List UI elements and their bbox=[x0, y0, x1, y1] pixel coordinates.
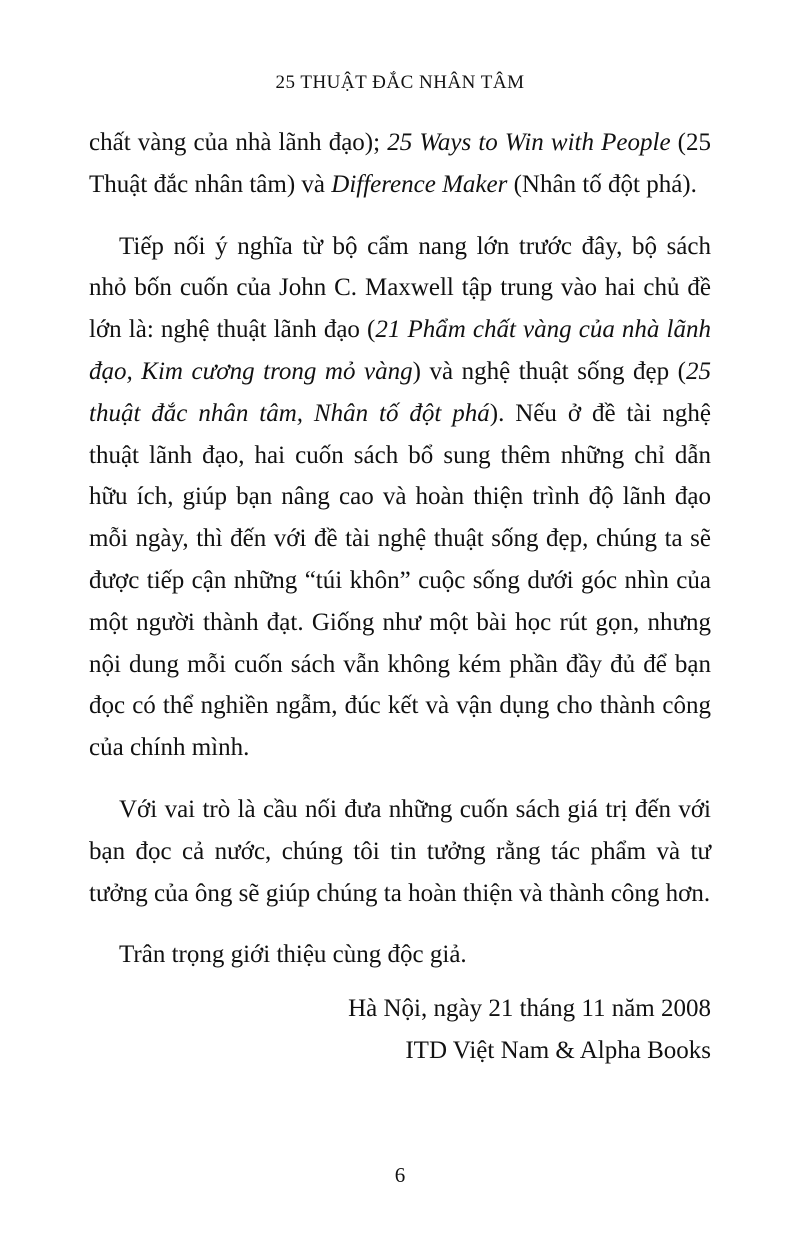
closing-line: Trân trọng giới thiệu cùng độc giả. bbox=[119, 941, 467, 969]
text-span: (25 Thuật đắc nhân tâm) và bbox=[89, 129, 712, 198]
book-titles-leadership: 21 Phẩm chất vàng của nhà lãnh đạo, Kim cương trong mỏ vàng bbox=[89, 316, 711, 385]
text-span: (Nhân tố đột phá). bbox=[507, 170, 697, 198]
text-span: chất vàng của nhà lãnh đạo); bbox=[89, 129, 388, 156]
page-number: 6 bbox=[394, 1163, 406, 1187]
paragraph-book-list bbox=[89, 122, 711, 206]
book-titles-living: 25 thuật đắc nhân tâm, Nhân tố đột phá bbox=[89, 357, 712, 427]
book-title: Difference Maker bbox=[331, 170, 508, 198]
paragraph-series-intro bbox=[89, 226, 711, 769]
publisher-signature: ITD Việt Nam & Alpha Books bbox=[405, 1036, 711, 1064]
paragraph-publisher-role: Với vai trò là cầu nối đưa những cuốn sách giá trị đến với bạn đọc cả nước, chúng tôi tin tưởng rằng tác phẩm và tư tưởng của ông sẽ giúp chúng ta hoàn thiện và thành công hơn. bbox=[89, 795, 711, 907]
text-span: Tiếp nối ý nghĩa từ bộ cẩm nang lớn trước đây, bộ sách nhỏ bốn cuốn của John C. Maxwell tập trung vào hai chủ đề lớn là: nghệ thuật lãnh đạo ( bbox=[89, 232, 711, 344]
text-span: ). Nếu ở đề tài nghệ thuật lãnh đạo, hai cuốn sách bổ sung thêm những chỉ dẫn hữu ích, giúp bạn nâng cao và hoàn thiện trình độ lãnh đạo mỗi ngày, thì đến với đề tài nghệ thuật sống đẹp, chúng ta sẽ được tiếp cận những “túi khôn” cuộc sống dưới góc nhìn của một người thành đạt. Giống như một bài học rút gọn, nhưng nội dung mỗi cuốn sách vẫn không kém phần đầy đủ để bạn đọc có thể nghiền ngẫm, đúc kết và vận dụng cho thành công của chính mình. bbox=[89, 399, 711, 762]
book-title: 25 Ways to Win with People bbox=[387, 129, 671, 156]
text-span: ) và nghệ thuật sống đẹp ( bbox=[412, 357, 687, 385]
place-date: Hà Nội, ngày 21 tháng 11 năm 2008 bbox=[348, 995, 711, 1023]
body-text bbox=[89, 122, 711, 1072]
running-header: 25 THUẬT ĐẮC NHÂN TÂM bbox=[275, 72, 525, 93]
